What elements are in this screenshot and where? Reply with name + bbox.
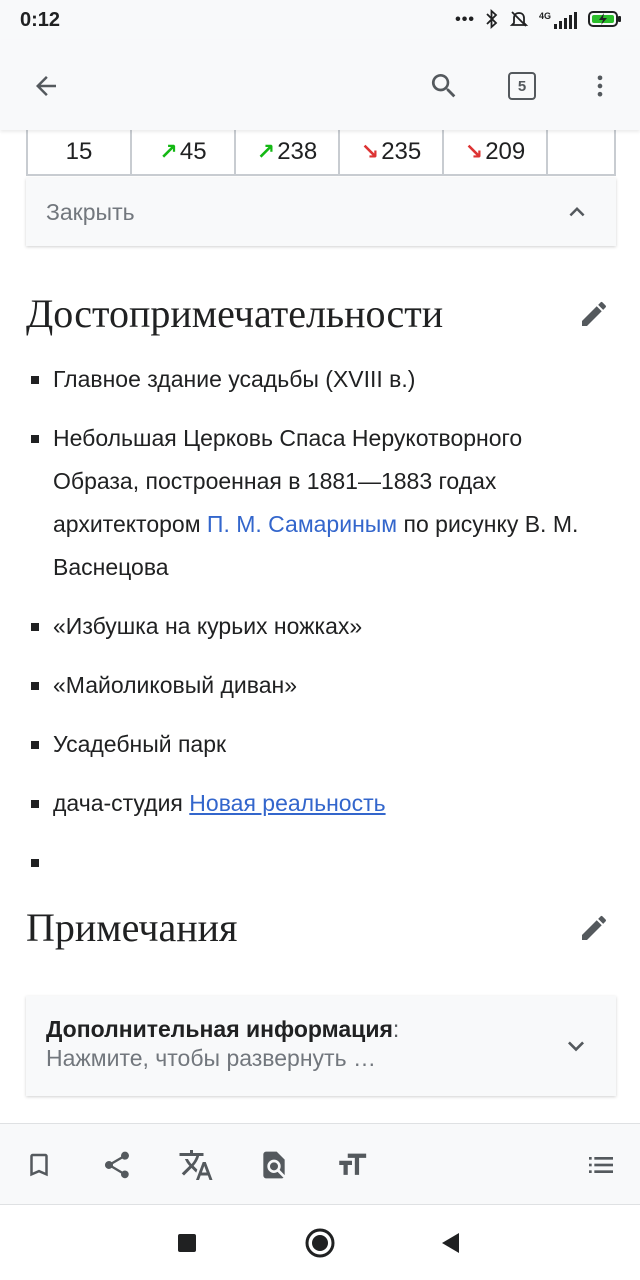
system-nav-bar: [0, 1205, 640, 1280]
back-button[interactable]: [22, 62, 70, 110]
table-cell: [28, 130, 132, 174]
arrow-up-icon: ↗: [159, 139, 178, 164]
language-button[interactable]: [172, 1141, 220, 1189]
bluetooth-icon: [485, 9, 499, 32]
table-cell: [444, 130, 548, 174]
tabs-button[interactable]: [498, 62, 546, 110]
list-item: [28, 605, 608, 648]
list-item-text: Главное здание усадьбы (XVIII в.): [53, 366, 416, 392]
more-vert-icon: [586, 72, 614, 100]
arrow-up-icon: ↗: [256, 139, 276, 164]
cell-value: 235: [381, 138, 422, 165]
circle-home-icon: [304, 1227, 336, 1259]
text-size-icon: [335, 1148, 369, 1182]
translate-icon: [178, 1147, 214, 1183]
sights-list: [28, 358, 608, 900]
network-type: 4G: [538, 11, 551, 21]
edit-section-button[interactable]: [574, 908, 614, 948]
section-heading-notes: Примечания: [26, 905, 238, 950]
list-item-text: Небольшая Церковь Спаса Нерукотворного Образа, построенная в 1881—1883 годах архитектором: [53, 425, 523, 537]
list-item: [28, 417, 608, 589]
arrow-down-icon: ↘: [464, 139, 484, 164]
status-icons: [455, 9, 622, 32]
recents-button[interactable]: [163, 1219, 211, 1267]
chevron-up-icon: [562, 197, 592, 227]
arrow-down-icon: ↘: [360, 139, 380, 164]
signal-icon: [539, 11, 578, 29]
find-in-page-icon: [258, 1149, 290, 1181]
find-in-page-button[interactable]: [250, 1141, 298, 1189]
population-table-row: [26, 130, 616, 176]
cell-value: 238: [277, 138, 318, 165]
edit-section-button[interactable]: [574, 294, 614, 334]
list-item: [28, 782, 608, 825]
list-item: [28, 664, 608, 707]
collapse-table-button[interactable]: [26, 178, 616, 246]
search-button[interactable]: [420, 62, 468, 110]
status-bar: [0, 0, 640, 40]
link-samarin[interactable]: П. М. Самариным: [206, 511, 398, 537]
chevron-down-icon: [558, 1028, 594, 1064]
list-item: [28, 358, 608, 401]
status-time: 0:12: [20, 8, 61, 31]
overflow-menu-button[interactable]: [576, 62, 624, 110]
info-card-colon: :: [392, 1016, 400, 1042]
cell-value: 15: [65, 138, 93, 165]
square-recents-icon: [177, 1233, 197, 1253]
list-item: [28, 723, 608, 766]
cell-value: 45: [179, 138, 207, 165]
back-nav-button[interactable]: [426, 1219, 474, 1267]
mute-bell-icon: [509, 9, 529, 32]
table-cell: [340, 130, 444, 174]
list-item-empty: [28, 841, 608, 884]
additional-info-card[interactable]: [26, 996, 616, 1096]
home-button[interactable]: [296, 1219, 344, 1267]
table-of-contents-button[interactable]: [577, 1141, 625, 1189]
toc-list-icon: [585, 1149, 617, 1181]
list-item-text: по рисунку В. М. Васнецова: [53, 511, 579, 580]
top-toolbar: [0, 40, 640, 130]
cell-value: 209: [485, 138, 526, 165]
table-cell: [548, 130, 614, 174]
arrow-back-icon: [31, 71, 61, 101]
share-button[interactable]: [93, 1141, 141, 1189]
table-cell: [132, 130, 236, 174]
list-item-text: «Майоликовый диван»: [53, 672, 298, 698]
table-cell: [236, 130, 340, 174]
tab-count-badge: 5: [508, 72, 536, 100]
info-card-title: Дополнительная информация: [46, 1016, 393, 1042]
text-size-button[interactable]: [328, 1141, 376, 1189]
info-card-hint: Нажмите, чтобы развернуть …: [46, 1045, 376, 1071]
list-item-text: Усадебный парк: [53, 731, 227, 757]
collapse-label: Закрыть: [46, 198, 135, 225]
battery-charging-icon: [588, 10, 622, 31]
triangle-back-icon: [439, 1231, 461, 1255]
list-item-text: дача-студия: [53, 790, 190, 816]
section-heading-sights: Достопримечательности: [26, 291, 444, 336]
save-bookmark-button[interactable]: [15, 1141, 63, 1189]
bottom-toolbar: [0, 1123, 640, 1205]
link-novaya-realnost[interactable]: Новая реальность: [189, 790, 386, 816]
share-icon: [101, 1149, 133, 1181]
bookmark-icon: [24, 1150, 54, 1180]
list-item-text: «Избушка на курьих ножках»: [53, 613, 363, 639]
more-notifications-icon: •••: [455, 11, 475, 28]
search-icon: [428, 70, 460, 102]
pencil-icon: [578, 298, 610, 330]
pencil-icon: [578, 912, 610, 944]
